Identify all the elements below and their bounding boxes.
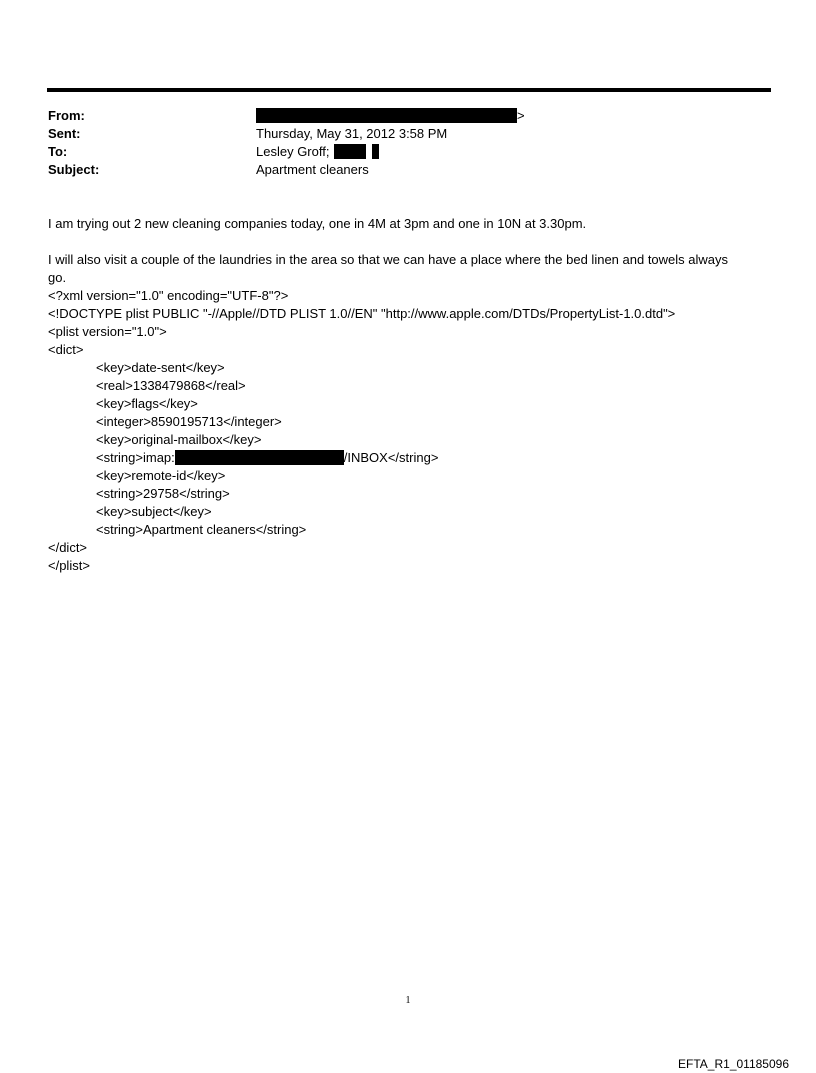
plist-close-tag: </plist> [48,558,90,573]
subject-value: Apartment cleaners [256,162,369,177]
document-id: EFTA_R1_01185096 [678,1057,789,1071]
from-value [256,107,525,125]
key-flags: <key>flags</key> [96,396,198,411]
plist-xml-declaration: <?xml version="1.0" encoding="UTF-8"?> [48,288,289,303]
dict-open-tag: <dict> [48,342,84,357]
body-paragraph-2-line-1: I will also visit a couple of the laundries in the area so that we can have a place where the bed linen and towels always [48,252,729,267]
to-value [256,143,379,161]
subject-label: Subject: [48,162,100,177]
plist-doctype: <!DOCTYPE plist PUBLIC "-//Apple//DTD PLIST 1.0//EN" "http://www.apple.com/DTDs/PropertyList-1.0.dtd"> [48,306,676,321]
to-recipient: Lesley Groff; [256,144,330,159]
from-redaction [256,108,517,123]
to-redaction-1 [334,144,366,159]
imap-suffix: /INBOX</string> [343,450,439,465]
sent-value: Thursday, May 31, 2012 3:58 PM [256,126,448,141]
to-redaction-2 [372,144,379,159]
header-rule [47,88,771,92]
dict-close-tag: </dict> [48,540,88,555]
from-label: From: [48,108,85,123]
body-paragraph-1: I am trying out 2 new cleaning companies today, one in 4M at 3pm and one in 10N at 3.30pm. [48,216,587,231]
key-remote-id: <key>remote-id</key> [96,468,226,483]
sent-label: Sent: [48,126,81,141]
key-date-sent: <key>date-sent</key> [96,360,225,375]
key-original-mailbox: <key>original-mailbox</key> [96,432,262,447]
string-subject: <string>Apartment cleaners</string> [96,522,307,537]
imap-prefix: <string>imap: [96,450,175,465]
real-date-value: <real>1338479868</real> [96,378,246,393]
string-imap-mailbox [96,449,438,467]
key-subject: <key>subject</key> [96,504,212,519]
string-remote-id: <string>29758</string> [96,486,230,501]
integer-flags-value: <integer>8590195713</integer> [96,414,282,429]
imap-redaction [175,450,344,465]
page-number: 1 [405,995,411,1006]
plist-open-tag: <plist version="1.0"> [48,324,167,339]
from-suffix: > [517,108,525,123]
body-paragraph-2-line-2: go. [48,270,67,285]
to-label: To: [48,144,68,159]
